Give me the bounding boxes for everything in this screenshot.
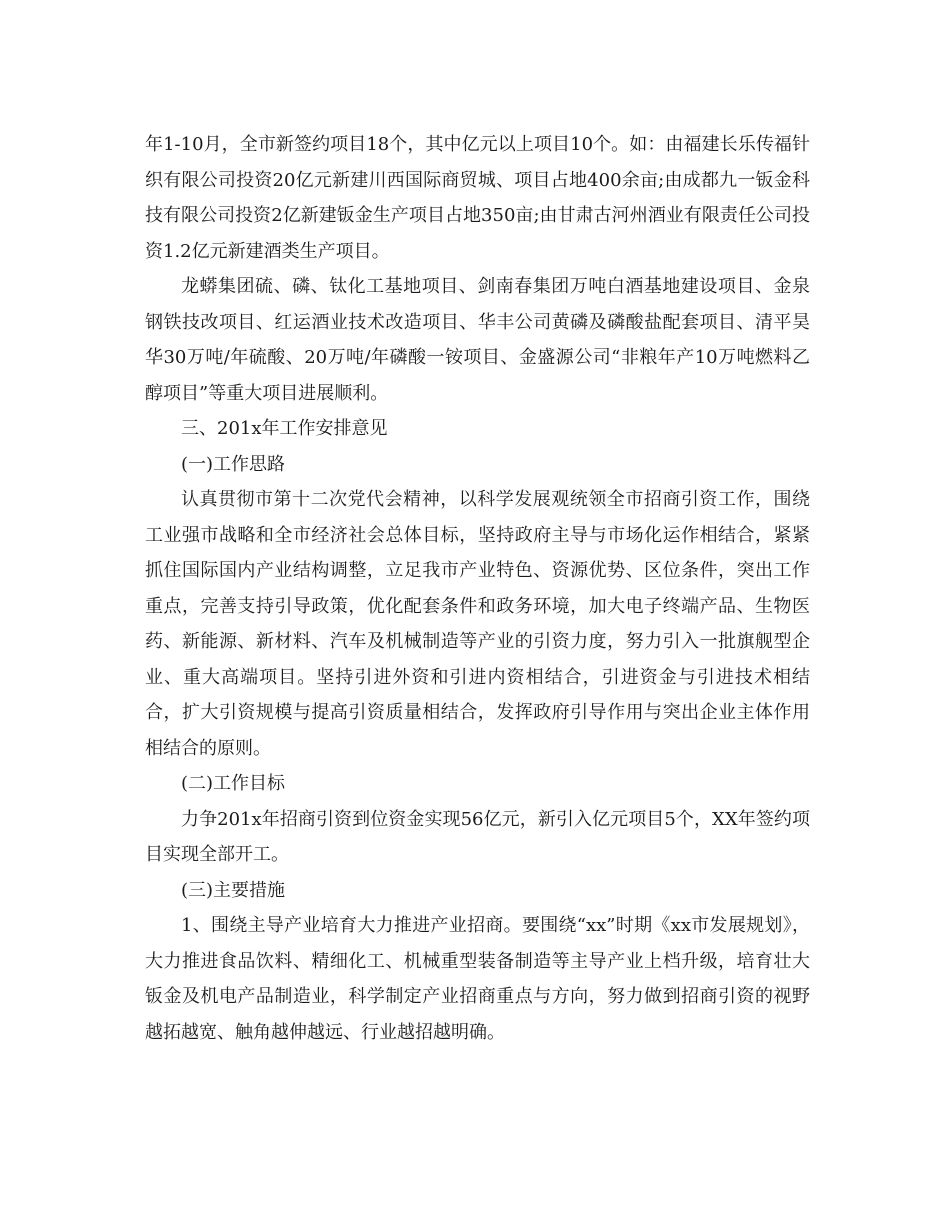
subheading-work-goals: (二)工作目标 [181,773,286,794]
subheading-main-measures: (三)主要措施 [181,879,286,901]
paragraph-major-projects: 龙蟒集团硫、磷、钛化工基地项目、剑南春集团万吨白酒基地建设项目、金泉钢铁技改项目、红运酒业技术改造项目、华丰公司黄磷及磷酸盐配套项目、清平昊华30万吨/年硫酸、20万吨/年磷酸一铵项目、金盛源公司“非粮年产10万吨燃料乙醇项目”等重大项目进展顺利。 [145,276,810,404]
paragraph-signed-projects: 年1-10月，全市新签约项目18个，其中亿元以上项目10个。如：由福建长乐传福针织有限公司投资20亿元新建川西国际商贸城、项目占地400余亩;由成都九一钣金科技有限公司投资2亿新建钣金生产项目占地350亩;由甘肃古河州酒业有限责任公司投资1.2亿元新建酒类生产项目。 [145,134,810,262]
subheading-work-approach: (一)工作思路 [181,453,286,475]
section-heading-work-plan: 三、201x年工作安排意见 [181,418,388,439]
paragraph-work-approach: 认真贯彻市第十二次党代会精神，以科学发展观统领全市招商引资工作，围绕工业强市战略和全市经济社会总体目标，坚持政府主导与市场化运作相结合，紧紧抓住国际国内产业结构调整，立足我市产业特色、资源优势、区位条件，突出工作重点，完善支持引导政策，优化配套条件和政务环境，加大电子终端产品、生物医药、新能源、新材料、汽车及机械制造等产业的引资力度，努力引入一批旗舰型企业、重大高端项目。坚持引进外资和引进内资相结合，引进资金与引进技术相结合，扩大引资规模与提高引资质量相结合，发挥政府引导作用与突出企业主体作用相结合的原则。 [145,489,810,759]
paragraph-measure-1: 1、围绕主导产业培育大力推进产业招商。要围绕“xx”时期《xx市发展规划》，大力推进食品饮料、精细化工、机械重型装备制造等主导产业上档升级，培育壮大钣金及机电产品制造业，科学制定产业招商重点与方向，努力做到招商引资的视野越拓越宽、触角越伸越远、行业越招越明确。 [145,915,810,1043]
document-body [145,127,810,1050]
paragraph-work-goals: 力争201x年招商引资到位资金实现56亿元，新引入亿元项目5个，XX年签约项目实现全部开工。 [145,808,810,865]
